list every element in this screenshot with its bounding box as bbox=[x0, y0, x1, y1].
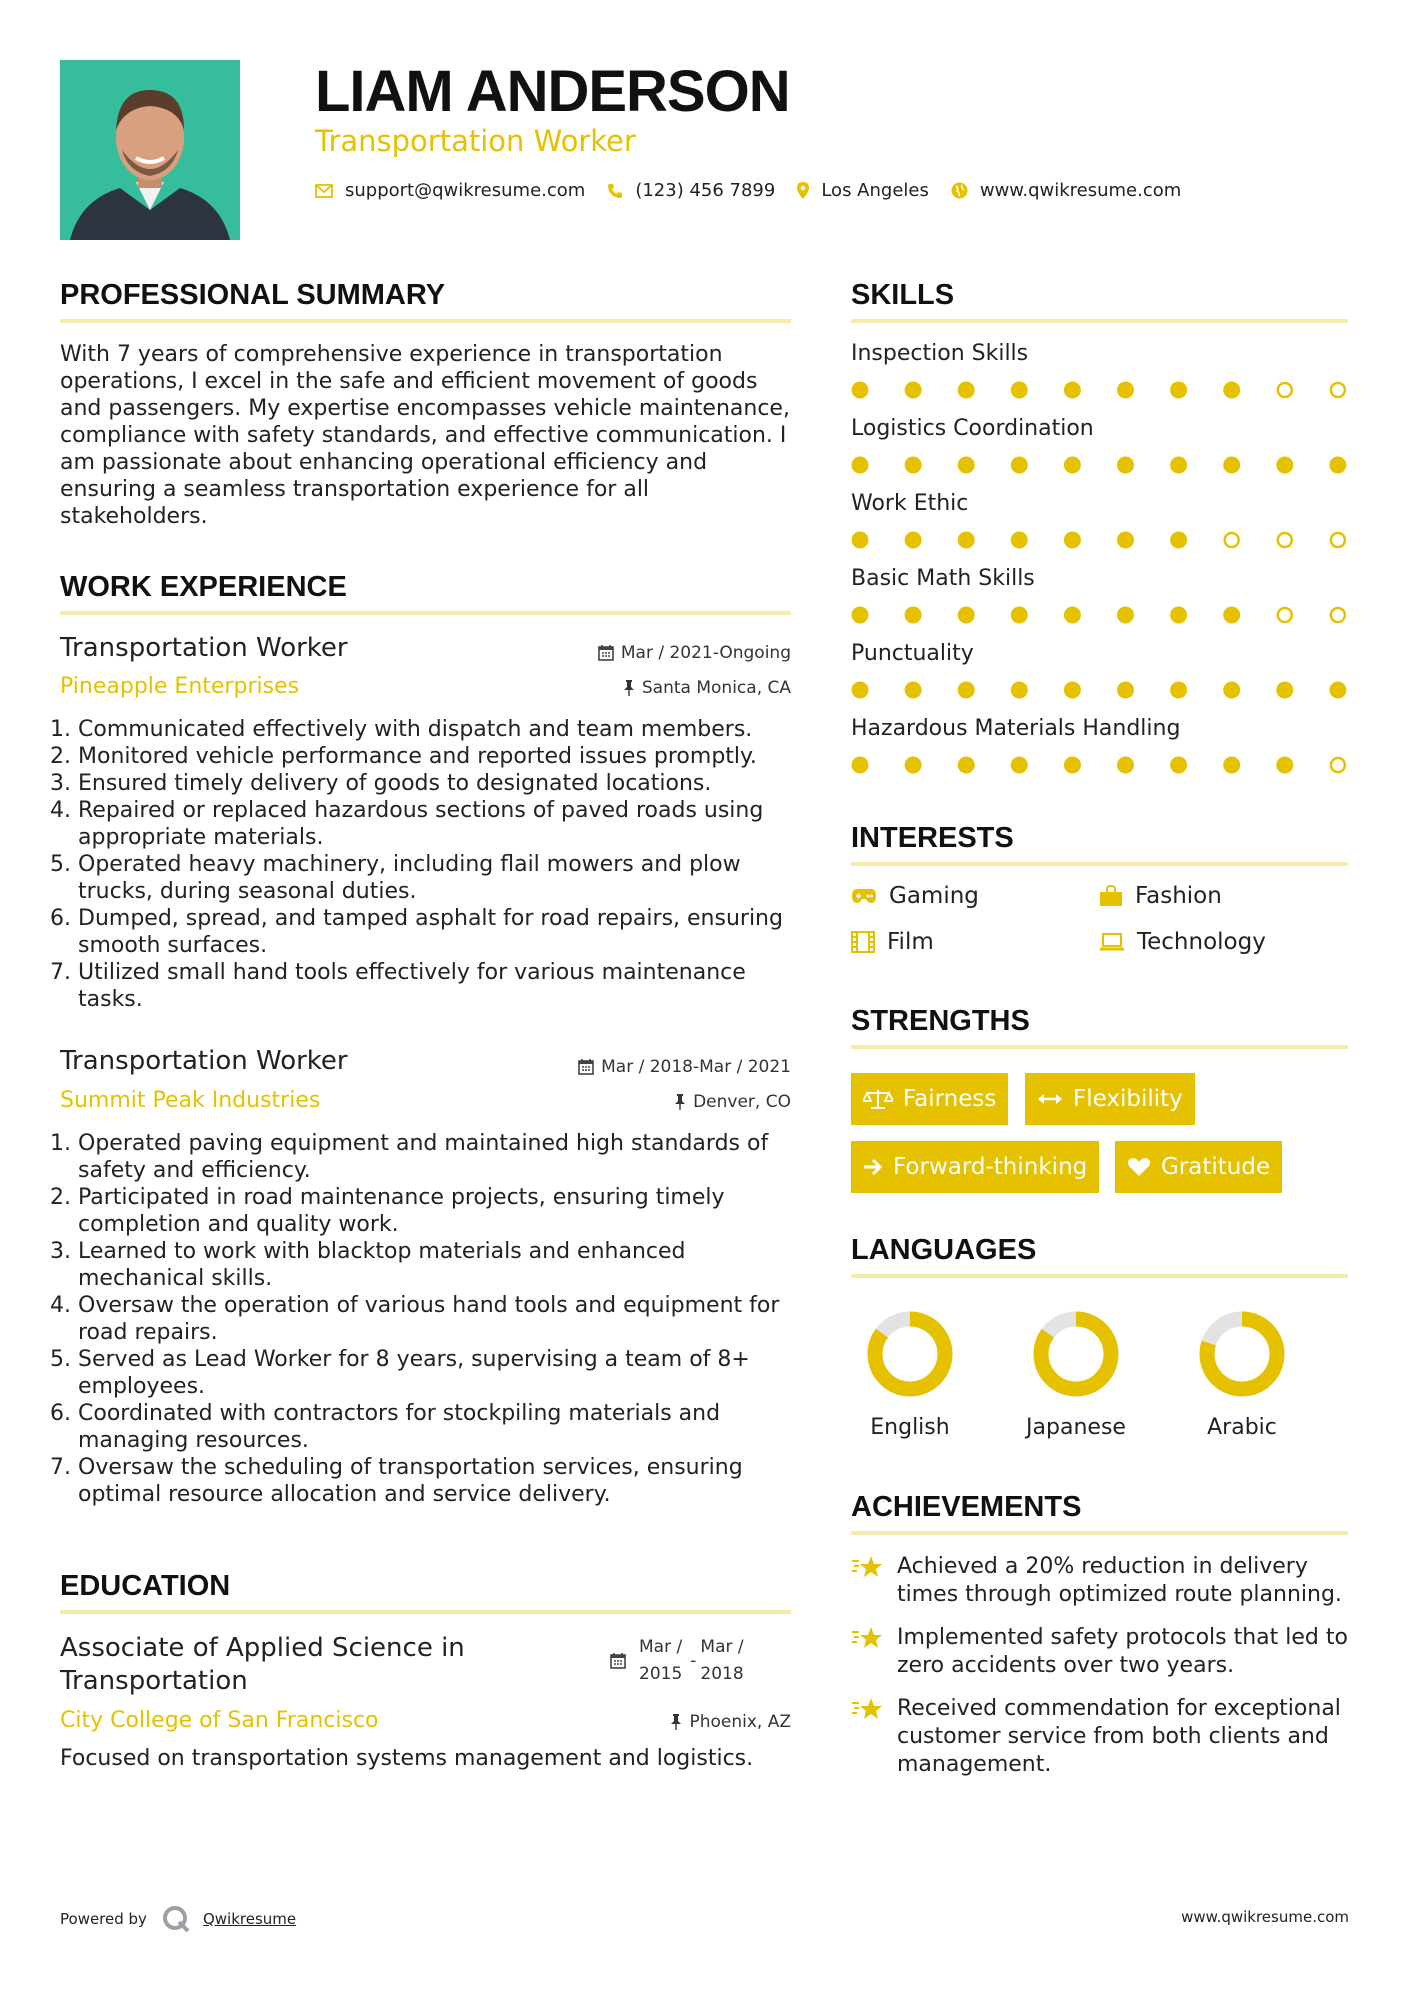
job-date-text: Mar / 2018-Mar / 2021 bbox=[601, 1057, 791, 1077]
calendar-icon bbox=[598, 645, 614, 661]
strength-badge-flexibility bbox=[1025, 1073, 1195, 1125]
rating-dot-filled bbox=[905, 682, 922, 699]
section-divider bbox=[60, 319, 791, 323]
rating-dot-filled bbox=[1170, 757, 1187, 774]
contact-phone[interactable] bbox=[607, 180, 775, 201]
rating-dot-filled bbox=[1117, 682, 1134, 699]
rating-dot-filled bbox=[1276, 757, 1293, 774]
gamepad-icon bbox=[851, 888, 877, 904]
skill-rating bbox=[851, 453, 1351, 477]
rating-dot-filled bbox=[1223, 607, 1240, 624]
star-achievement-icon bbox=[851, 1624, 885, 1652]
rating-dot-filled bbox=[1011, 757, 1028, 774]
section-heading-experience: WORK EXPERIENCE bbox=[60, 571, 347, 603]
section-divider bbox=[60, 1610, 791, 1614]
language-name: English bbox=[870, 1415, 950, 1440]
candidate-title: Transportation Worker bbox=[315, 124, 636, 158]
arrows-horizontal-icon bbox=[1037, 1092, 1063, 1106]
rating-dot-filled bbox=[905, 457, 922, 474]
skill-rating bbox=[851, 528, 1351, 552]
duty-item: 6. Dumped, spread, and tamped asphalt for road repairs, ensuring smooth surfaces. bbox=[78, 905, 813, 959]
rating-dot-filled bbox=[1329, 682, 1346, 699]
job-location bbox=[674, 1092, 791, 1112]
achievement-item bbox=[851, 1553, 1351, 1609]
rating-dot-filled bbox=[1011, 457, 1028, 474]
qwikresume-logo-icon bbox=[161, 1904, 191, 1934]
rating-dot-filled bbox=[1170, 382, 1187, 399]
contact-website[interactable] bbox=[951, 180, 1181, 201]
duty-item: 5. Operated heavy machinery, including flail mowers and plow trucks, during seasonal duties. bbox=[78, 851, 813, 905]
section-heading-summary: PROFESSIONAL SUMMARY bbox=[60, 279, 446, 311]
rating-dot-filled bbox=[1223, 457, 1240, 474]
job-title: Transportation Worker bbox=[60, 1046, 348, 1076]
section-divider bbox=[851, 319, 1348, 323]
language-name: Japanese bbox=[1026, 1415, 1126, 1440]
duty-item: 7. Oversaw the scheduling of transportation services, ensuring optimal resource allocation and service delivery. bbox=[78, 1454, 813, 1508]
rating-dot-filled bbox=[852, 607, 869, 624]
duty-item: 4. Oversaw the operation of various hand tools and equipment for road repairs. bbox=[78, 1292, 813, 1346]
strength-label: Forward-thinking bbox=[893, 1154, 1088, 1180]
achievement-text: Achieved a 20% reduction in delivery times through optimized route planning. bbox=[897, 1554, 1342, 1607]
contact-email[interactable] bbox=[315, 180, 585, 201]
skill-rating bbox=[851, 678, 1351, 702]
pushpin-icon bbox=[623, 680, 635, 696]
rating-dot-empty bbox=[1331, 533, 1345, 547]
rating-dot-filled bbox=[1170, 457, 1187, 474]
rating-dot-filled bbox=[1064, 607, 1081, 624]
school-name: City College of San Francisco bbox=[60, 1708, 379, 1733]
candidate-name: LIAM ANDERSON bbox=[315, 59, 790, 124]
rating-dot-filled bbox=[1064, 757, 1081, 774]
rating-dot-filled bbox=[958, 607, 975, 624]
profile-photo bbox=[60, 60, 240, 240]
section-heading-achievements: ACHIEVEMENTS bbox=[851, 1491, 1082, 1523]
skill-name: Inspection Skills bbox=[851, 341, 1029, 366]
education-date-separator: - bbox=[690, 1651, 697, 1671]
rating-dot-filled bbox=[1223, 682, 1240, 699]
map-pin-icon bbox=[797, 182, 809, 199]
job-date bbox=[578, 1057, 791, 1077]
section-divider bbox=[851, 1045, 1348, 1049]
education-date bbox=[610, 1634, 744, 1688]
duty-item: 1. Communicated effectively with dispatch and team members. bbox=[78, 716, 813, 743]
job-company: Pineapple Enterprises bbox=[60, 674, 300, 699]
star-achievement-icon bbox=[851, 1553, 885, 1581]
education-end-year: 2018 bbox=[700, 1664, 744, 1684]
phone-text: (123) 456 7899 bbox=[635, 180, 776, 201]
job-company: Summit Peak Industries bbox=[60, 1088, 321, 1113]
section-heading-interests: INTERESTS bbox=[851, 822, 1014, 854]
job-duties-list bbox=[60, 716, 813, 1013]
rating-dot-filled bbox=[1064, 382, 1081, 399]
pushpin-icon bbox=[674, 1094, 686, 1110]
rating-dot-filled bbox=[1276, 682, 1293, 699]
rating-dot-filled bbox=[905, 532, 922, 549]
education-location-text: Phoenix, AZ bbox=[689, 1712, 791, 1732]
rating-dot-filled bbox=[1011, 607, 1028, 624]
skill-rating bbox=[851, 753, 1351, 777]
strength-label: Flexibility bbox=[1073, 1086, 1183, 1112]
rating-dot-filled bbox=[905, 382, 922, 399]
rating-dot-filled bbox=[1117, 382, 1134, 399]
skill-rating bbox=[851, 603, 1351, 627]
rating-dot-filled bbox=[958, 532, 975, 549]
achievement-item bbox=[851, 1695, 1351, 1779]
rating-dot-empty bbox=[1278, 608, 1292, 622]
interest-film bbox=[851, 929, 934, 955]
duty-item: 1. Operated paving equipment and maintained high standards of safety and efficiency. bbox=[78, 1130, 813, 1184]
interest-label: Gaming bbox=[889, 883, 979, 909]
rating-dot-filled bbox=[1170, 607, 1187, 624]
rating-dot-filled bbox=[1329, 457, 1346, 474]
interest-fashion bbox=[1099, 883, 1222, 909]
globe-icon bbox=[951, 182, 968, 199]
section-divider bbox=[851, 1531, 1348, 1535]
rating-dot-empty bbox=[1331, 758, 1345, 772]
rating-dot-empty bbox=[1331, 383, 1345, 397]
rating-dot-filled bbox=[958, 682, 975, 699]
duty-item: 2. Participated in road maintenance projects, ensuring timely completion and quality work. bbox=[78, 1184, 813, 1238]
rating-dot-filled bbox=[1117, 457, 1134, 474]
rating-dot-filled bbox=[1064, 457, 1081, 474]
section-divider bbox=[851, 862, 1348, 866]
rating-dot-filled bbox=[1117, 757, 1134, 774]
duty-item: 3. Ensured timely delivery of goods to designated locations. bbox=[78, 770, 813, 797]
rating-dot-filled bbox=[958, 382, 975, 399]
strength-label: Fairness bbox=[903, 1086, 997, 1112]
education-description: Focused on transportation systems management and logistics. bbox=[60, 1746, 754, 1771]
calendar-icon bbox=[578, 1059, 594, 1075]
language-proficiency-ring bbox=[860, 1304, 960, 1404]
achievement-item bbox=[851, 1624, 1351, 1680]
skill-name: Punctuality bbox=[851, 641, 974, 666]
pushpin-icon bbox=[670, 1714, 682, 1730]
strength-badge-fairness bbox=[851, 1073, 1008, 1125]
summary-text: With 7 years of comprehensive experience in transportation operations, I excel in the safe and efficient movement of goods and passengers. My expertise encompasses vehicle maintenance, compliance with safety standards, and effective communication. I am passionate about enhancing operational efficiency and ensuring a seamless transportation experience for all stakeholders. bbox=[60, 342, 790, 529]
brand-link[interactable]: Qwikresume bbox=[202, 1910, 297, 1928]
footer-website[interactable]: www.qwikresume.com bbox=[1181, 1908, 1349, 1926]
language-proficiency-ring bbox=[1026, 1304, 1126, 1404]
strength-badge-forward-thinking bbox=[851, 1141, 1099, 1193]
location-text: Los Angeles bbox=[821, 180, 929, 201]
skill-name: Work Ethic bbox=[851, 491, 969, 516]
section-heading-strengths: STRENGTHS bbox=[851, 1005, 1030, 1037]
section-divider bbox=[60, 611, 791, 615]
skill-name: Logistics Coordination bbox=[851, 416, 1094, 441]
contact-bar bbox=[315, 180, 1203, 201]
contact-location bbox=[797, 180, 929, 201]
rating-dot-empty bbox=[1278, 383, 1292, 397]
rating-dot-filled bbox=[1223, 382, 1240, 399]
email-text: support@qwikresume.com bbox=[345, 180, 586, 201]
rating-dot-filled bbox=[1011, 682, 1028, 699]
duty-item: 3. Learned to work with blacktop materials and enhanced mechanical skills. bbox=[78, 1238, 813, 1292]
skill-name: Basic Math Skills bbox=[851, 566, 1035, 591]
strength-badge-gratitude bbox=[1115, 1141, 1282, 1193]
achievement-text: Implemented safety protocols that led to zero accidents over two years. bbox=[897, 1625, 1348, 1678]
rating-dot-filled bbox=[852, 457, 869, 474]
rating-dot-filled bbox=[1223, 757, 1240, 774]
strength-label: Gratitude bbox=[1161, 1154, 1271, 1180]
duty-item: 5. Served as Lead Worker for 8 years, supervising a team of 8+ employees. bbox=[78, 1346, 813, 1400]
language-name: Arabic bbox=[1207, 1415, 1277, 1440]
rating-dot-filled bbox=[852, 682, 869, 699]
envelope-icon bbox=[315, 184, 333, 198]
skill-rating bbox=[851, 378, 1351, 402]
language-proficiency-ring bbox=[1192, 1304, 1292, 1404]
achievement-text: Received commendation for exceptional customer service from both clients and management. bbox=[897, 1696, 1341, 1777]
duty-item: 6. Coordinated with contractors for stockpiling materials and managing resources. bbox=[78, 1400, 813, 1454]
duty-item: 7. Utilized small hand tools effectively for various maintenance tasks. bbox=[78, 959, 813, 1013]
rating-dot-empty bbox=[1225, 533, 1239, 547]
rating-dot-filled bbox=[1011, 532, 1028, 549]
powered-by-text: Powered by bbox=[60, 1910, 147, 1928]
film-icon bbox=[851, 931, 875, 953]
interest-technology bbox=[1099, 929, 1266, 955]
duty-item: 2. Monitored vehicle performance and reported issues promptly. bbox=[78, 743, 813, 770]
phone-icon bbox=[607, 183, 623, 199]
bag-icon bbox=[1099, 885, 1123, 907]
skill-name: Hazardous Materials Handling bbox=[851, 716, 1181, 741]
balance-scale-icon bbox=[863, 1088, 893, 1110]
section-heading-languages: LANGUAGES bbox=[851, 1234, 1037, 1266]
rating-dot-empty bbox=[1278, 533, 1292, 547]
rating-dot-filled bbox=[1117, 607, 1134, 624]
rating-dot-filled bbox=[1170, 532, 1187, 549]
rating-dot-filled bbox=[852, 382, 869, 399]
laptop-icon bbox=[1099, 933, 1125, 951]
education-start-year: 2015 bbox=[639, 1664, 683, 1684]
interest-label: Fashion bbox=[1135, 883, 1222, 909]
interest-gaming bbox=[851, 883, 979, 909]
interest-label: Technology bbox=[1137, 929, 1266, 955]
job-date bbox=[598, 643, 791, 663]
education-start-month: Mar / bbox=[639, 1637, 683, 1657]
footer-powered-by bbox=[60, 1904, 296, 1934]
rating-dot-filled bbox=[1064, 682, 1081, 699]
job-location-text: Santa Monica, CA bbox=[641, 678, 791, 698]
section-heading-skills: SKILLS bbox=[851, 279, 955, 311]
website-text: www.qwikresume.com bbox=[979, 180, 1182, 201]
duty-item: 4. Repaired or replaced hazardous sections of paved roads using appropriate materials. bbox=[78, 797, 813, 851]
degree-title: Associate of Applied Science in Transportation bbox=[60, 1633, 465, 1696]
rating-dot-filled bbox=[1276, 457, 1293, 474]
job-location bbox=[623, 678, 791, 698]
person-silhouette-icon bbox=[60, 60, 240, 240]
education-location bbox=[670, 1712, 791, 1732]
star-achievement-icon bbox=[851, 1695, 885, 1723]
section-divider bbox=[851, 1274, 1348, 1278]
interest-label: Film bbox=[887, 929, 934, 955]
rating-dot-empty bbox=[1331, 608, 1345, 622]
rating-dot-filled bbox=[852, 757, 869, 774]
job-location-text: Denver, CO bbox=[693, 1092, 791, 1112]
rating-dot-filled bbox=[905, 757, 922, 774]
job-duties-list bbox=[60, 1130, 813, 1508]
job-title: Transportation Worker bbox=[60, 633, 348, 663]
rating-dot-filled bbox=[958, 457, 975, 474]
rating-dot-filled bbox=[1170, 682, 1187, 699]
section-heading-education: EDUCATION bbox=[60, 1570, 231, 1602]
rating-dot-filled bbox=[905, 607, 922, 624]
heart-icon bbox=[1127, 1157, 1151, 1177]
rating-dot-filled bbox=[1011, 382, 1028, 399]
rating-dot-filled bbox=[958, 757, 975, 774]
education-end bbox=[700, 1634, 743, 1688]
rating-dot-filled bbox=[1117, 532, 1134, 549]
calendar-icon bbox=[610, 1653, 626, 1669]
education-start bbox=[639, 1634, 682, 1688]
arrow-right-icon bbox=[863, 1158, 883, 1176]
education-end-month: Mar / bbox=[700, 1637, 744, 1657]
rating-dot-filled bbox=[1064, 532, 1081, 549]
job-date-text: Mar / 2021-Ongoing bbox=[620, 643, 791, 663]
rating-dot-filled bbox=[852, 532, 869, 549]
